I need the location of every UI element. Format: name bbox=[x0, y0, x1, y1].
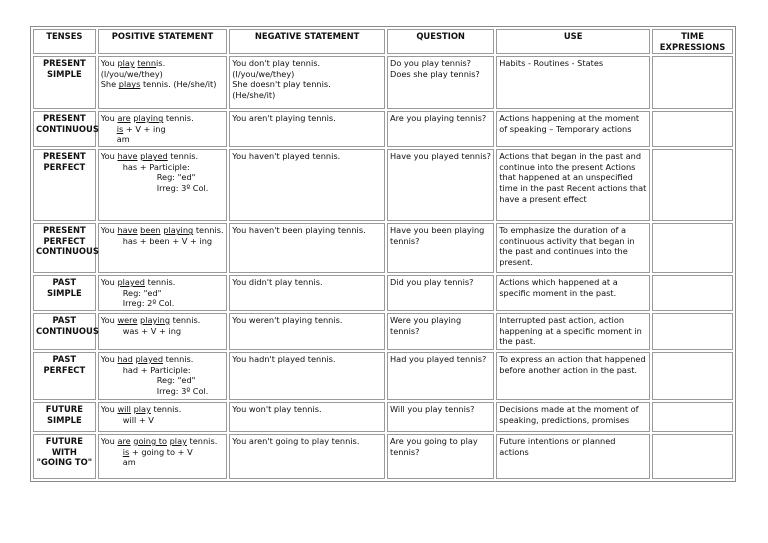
tense-cell: PAST CONTINUOUS bbox=[33, 313, 96, 350]
use-cell: Future intentions or planned actions bbox=[496, 434, 650, 479]
table-row bbox=[33, 223, 733, 273]
positive-line: has + been + V + ing bbox=[122, 235, 213, 246]
use-cell: Interrupted past action, action happening at a specific moment in the past. bbox=[496, 313, 650, 350]
table-row bbox=[33, 313, 733, 350]
positive-cell bbox=[98, 352, 228, 400]
tenses-table bbox=[30, 26, 736, 482]
positive-line: is + going to + V bbox=[122, 446, 193, 457]
table-row bbox=[33, 434, 733, 479]
header-time-expressions: TIME EXPRESSIONS bbox=[652, 29, 733, 54]
question-line: Does she play tennis? bbox=[390, 68, 480, 79]
negative-cell bbox=[229, 56, 385, 109]
negative-cell bbox=[229, 352, 385, 400]
negative-line: (He/she/it) bbox=[232, 89, 276, 100]
table-row bbox=[33, 149, 733, 221]
positive-cell bbox=[98, 56, 228, 109]
positive-cell bbox=[98, 313, 228, 350]
question-line: Did you play tennis? bbox=[390, 277, 474, 288]
header-positive: POSITIVE STATEMENT bbox=[98, 29, 228, 54]
time-expressions-cell bbox=[652, 275, 733, 311]
negative-line: You aren't going to play tennis. bbox=[232, 435, 360, 446]
negative-cell bbox=[229, 275, 385, 311]
header-question: QUESTION bbox=[387, 29, 494, 54]
negative-line: She doesn't play tennis. bbox=[232, 79, 331, 90]
header-tenses: TENSES bbox=[33, 29, 96, 54]
positive-line: (I/you/we/they) bbox=[100, 68, 163, 79]
tense-cell: PAST PERFECT bbox=[33, 352, 96, 400]
use-cell: Actions happening at the moment of speaking – Temporary actions bbox=[496, 111, 650, 147]
use-cell: To emphasize the duration of a continuous activity that began in the past and continues into the present. bbox=[496, 223, 650, 273]
use-cell: Actions which happened at a specific moment in the past. bbox=[496, 275, 650, 311]
tenses-table-wrapper bbox=[30, 26, 736, 482]
question-cell bbox=[387, 56, 494, 109]
table-row bbox=[33, 111, 733, 147]
use-cell: Decisions made at the moment of speaking, predictions, promises bbox=[496, 402, 650, 432]
time-expressions-cell bbox=[652, 313, 733, 350]
positive-cell bbox=[98, 402, 228, 432]
question-line: Had you played tennis? bbox=[390, 353, 487, 364]
positive-line: will + V bbox=[122, 414, 154, 425]
positive-cell bbox=[98, 149, 228, 221]
positive-line: You are going to play tennis. bbox=[100, 435, 218, 446]
negative-cell bbox=[229, 111, 385, 147]
tense-cell: PRESENT PERFECT bbox=[33, 149, 96, 221]
question-cell bbox=[387, 313, 494, 350]
tense-cell: PRESENT SIMPLE bbox=[33, 56, 96, 109]
negative-line: You won't play tennis. bbox=[232, 403, 322, 414]
question-cell bbox=[387, 149, 494, 221]
negative-cell bbox=[229, 313, 385, 350]
positive-line: had + Participle: bbox=[122, 364, 191, 375]
question-line: Have you been playing tennis? bbox=[390, 225, 485, 246]
question-line: Are you playing tennis? bbox=[390, 113, 487, 124]
use-cell: Habits - Routines - States bbox=[496, 56, 650, 109]
question-cell bbox=[387, 111, 494, 147]
positive-line: has + Participle: bbox=[122, 161, 190, 172]
time-expressions-cell bbox=[652, 434, 733, 479]
positive-line: Irreg: 3º Col. bbox=[156, 385, 209, 396]
tense-cell: PRESENT PERFECT CONTINUOUS bbox=[33, 223, 96, 273]
positive-line: was + V + ing bbox=[122, 325, 182, 336]
time-expressions-cell bbox=[652, 56, 733, 109]
time-expressions-cell bbox=[652, 111, 733, 147]
negative-line: You aren't playing tennis. bbox=[232, 113, 336, 124]
negative-cell bbox=[229, 434, 385, 479]
positive-line: Irreg: 3º Col. bbox=[156, 182, 209, 193]
positive-line: You are playing tennis. bbox=[100, 113, 194, 124]
question-line: Do you play tennis? bbox=[390, 58, 472, 69]
question-line: Have you played tennis? bbox=[390, 151, 492, 162]
tense-cell: FUTURE WITH "GOING TO" bbox=[33, 434, 96, 479]
positive-cell bbox=[98, 434, 228, 479]
header-negative: NEGATIVE STATEMENT bbox=[229, 29, 385, 54]
positive-line: You have been playing tennis. bbox=[100, 225, 224, 236]
tense-cell: PAST SIMPLE bbox=[33, 275, 96, 311]
tense-cell: PRESENT CONTINUOUS bbox=[33, 111, 96, 147]
positive-cell bbox=[98, 275, 228, 311]
use-cell: To express an action that happened before another action in the past. bbox=[496, 352, 650, 400]
positive-line: Reg: "ed" bbox=[122, 287, 162, 298]
use-cell: Actions that began in the past and continue into the present Actions that happened at an unspecified time in the past Recent actions that have a present effect bbox=[496, 149, 650, 221]
negative-line: You hadn't played tennis. bbox=[232, 353, 336, 364]
positive-line: am bbox=[122, 457, 136, 468]
positive-line: is + V + ing bbox=[116, 123, 166, 134]
header-use: USE bbox=[496, 29, 650, 54]
time-expressions-cell bbox=[652, 149, 733, 221]
positive-line: Irreg: 2º Col. bbox=[122, 298, 175, 309]
negative-line: You haven't been playing tennis. bbox=[232, 225, 366, 236]
positive-line: She plays tennis. (He/she/it) bbox=[100, 79, 217, 90]
positive-line: You were playing tennis. bbox=[100, 314, 201, 325]
positive-line: You play tennis. bbox=[100, 58, 166, 69]
positive-cell bbox=[98, 111, 228, 147]
negative-line: You haven't played tennis. bbox=[232, 151, 341, 162]
question-cell bbox=[387, 352, 494, 400]
table-row bbox=[33, 352, 733, 400]
positive-line: You have played tennis. bbox=[100, 151, 199, 162]
question-cell bbox=[387, 402, 494, 432]
question-line: Were you playing tennis? bbox=[390, 314, 462, 336]
positive-line: You played tennis. bbox=[100, 277, 176, 288]
tense-cell: FUTURE SIMPLE bbox=[33, 402, 96, 432]
negative-cell bbox=[229, 223, 385, 273]
positive-line: Reg: "ed" bbox=[156, 172, 196, 183]
negative-line: You weren't playing tennis. bbox=[232, 314, 343, 325]
positive-line: Reg: "ed" bbox=[156, 375, 196, 386]
question-line: Will you play tennis? bbox=[390, 403, 475, 414]
header-row bbox=[33, 29, 733, 54]
table-body bbox=[33, 56, 733, 479]
positive-cell bbox=[98, 223, 228, 273]
question-cell bbox=[387, 223, 494, 273]
negative-line: You didn't play tennis. bbox=[232, 277, 323, 288]
negative-cell bbox=[229, 402, 385, 432]
question-cell bbox=[387, 275, 494, 311]
table-row bbox=[33, 275, 733, 311]
negative-line: (I/you/we/they) bbox=[232, 68, 295, 79]
positive-line: am bbox=[116, 134, 130, 145]
question-cell bbox=[387, 434, 494, 479]
table-row bbox=[33, 56, 733, 109]
question-line: Are you going to play tennis? bbox=[390, 435, 478, 457]
positive-line: You will play tennis. bbox=[100, 403, 182, 414]
negative-line: You don't play tennis. bbox=[232, 58, 321, 69]
time-expressions-cell bbox=[652, 223, 733, 273]
table-row bbox=[33, 402, 733, 432]
time-expressions-cell bbox=[652, 352, 733, 400]
time-expressions-cell bbox=[652, 402, 733, 432]
positive-line: You had played tennis. bbox=[100, 353, 194, 364]
negative-cell bbox=[229, 149, 385, 221]
